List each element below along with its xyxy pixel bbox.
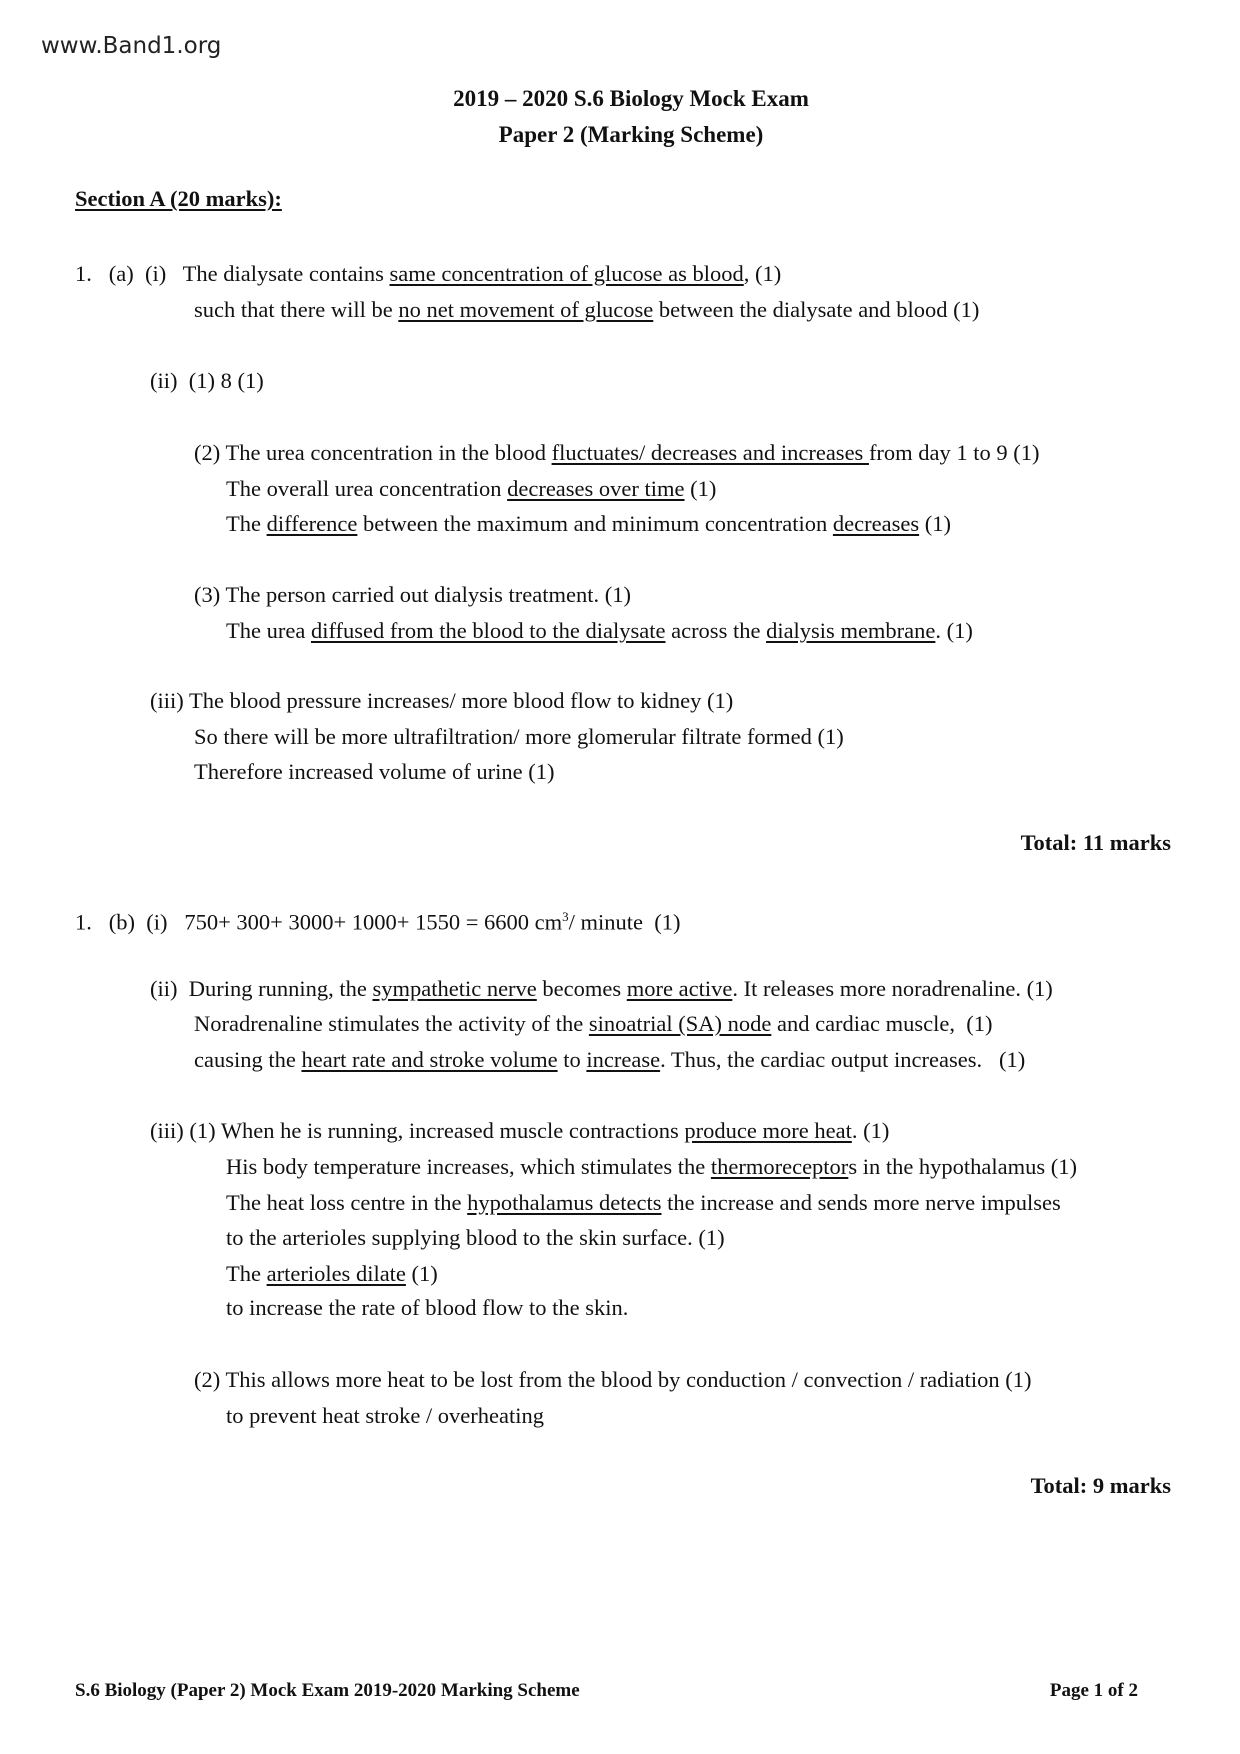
answer-line: [226, 511, 951, 537]
answer-line: [194, 759, 554, 785]
underlined-keyword: heart rate and stroke volume: [301, 1047, 558, 1072]
underlined-keyword: same concentration of glucose as blood: [389, 261, 744, 286]
answer-text: causing the: [194, 1047, 302, 1072]
answer-text: / minute (1): [568, 909, 681, 935]
answer-line: [194, 582, 631, 608]
answer-text: The: [226, 511, 267, 536]
answer-text: . It releases more noradrenaline. (1): [732, 976, 1053, 1001]
total-a: Total: 11 marks: [1020, 830, 1171, 855]
underlined-keyword: fluctuates/ decreases and increases: [551, 440, 869, 465]
answer-text: (2) The urea concentration in the blood: [194, 440, 552, 465]
answer-line: [194, 1011, 993, 1037]
underlined-keyword: produce more heat: [684, 1118, 852, 1143]
answer-line: [150, 976, 1053, 1002]
answer-text: (ii) (1) 8 (1): [150, 368, 264, 393]
answer-text: (ii) During running, the: [150, 976, 373, 1001]
answer-line: [226, 1295, 628, 1321]
answer-text: Therefore increased volume of urine (1): [194, 759, 555, 784]
answer-text: The urea: [226, 618, 311, 643]
underlined-keyword: thermoreceptor: [710, 1154, 849, 1179]
answer-text: 3: [562, 909, 569, 924]
underlined-keyword: no net movement of glucose: [398, 297, 654, 322]
answer-line: [226, 1261, 438, 1287]
underlined-keyword: dialysis membrane: [766, 618, 936, 643]
watermark: www.Band1.org: [41, 33, 222, 59]
answer-text: (1): [684, 476, 717, 501]
answer-text: . (1): [851, 1118, 890, 1143]
answer-text: becomes: [536, 976, 627, 1001]
answer-text: between the dialysate and blood (1): [653, 297, 980, 322]
answer-text: to: [557, 1047, 587, 1072]
answer-text: such that there will be: [194, 297, 399, 322]
answer-line: [75, 904, 681, 936]
answer-line: [194, 297, 979, 323]
answer-line: [194, 1047, 1025, 1073]
answer-text: to increase the rate of blood flow to the skin.: [226, 1295, 629, 1320]
answer-text: (1): [919, 511, 951, 536]
answer-text: . Thus, the cardiac output increases. (1): [660, 1047, 1026, 1072]
underlined-keyword: more active: [626, 976, 733, 1001]
footer-page-number: Page 1 of 2: [1049, 1680, 1138, 1701]
answer-line: [75, 261, 781, 287]
answer-line: [226, 476, 716, 502]
answer-text: His body temperature increases, which stimulates the: [226, 1154, 711, 1179]
underlined-keyword: decreases: [832, 511, 920, 536]
answer-text: , (1): [743, 261, 782, 286]
answer-line: [194, 724, 844, 750]
answer-text: So there will be more ultrafiltration/ more glomerular filtrate formed (1): [194, 724, 844, 749]
total-b: Total: 9 marks: [1030, 1473, 1171, 1498]
underlined-keyword: sympathetic nerve: [372, 976, 537, 1001]
answer-text: Noradrenaline stimulates the activity of the: [194, 1011, 589, 1036]
answer-line: [226, 1403, 544, 1429]
answer-text: The: [226, 1261, 267, 1286]
answer-text: 1. (b) (i) 750+ 300+ 3000+ 1000+ 1550 = 6600 cm: [75, 909, 563, 935]
answer-line: [194, 1367, 1032, 1393]
answer-text: across the: [665, 618, 767, 643]
answer-text: to the arterioles supplying blood to the skin surface. (1): [226, 1225, 725, 1250]
answer-text: The heat loss centre in the: [226, 1190, 468, 1215]
answer-line: [226, 1190, 1061, 1216]
answer-text: 1. (a) (i) The dialysate contains: [75, 261, 390, 286]
answer-text: (iii) The blood pressure increases/ more blood flow to kidney (1): [150, 688, 734, 713]
answer-line: [194, 440, 1040, 466]
answer-text: The overall urea concentration: [226, 476, 508, 501]
underlined-keyword: diffused from the blood to the dialysate: [310, 618, 666, 643]
document-subtitle: Paper 2 (Marking Scheme): [498, 122, 764, 147]
underlined-keyword: increase: [586, 1047, 661, 1072]
underlined-keyword: arterioles dilate: [266, 1261, 406, 1286]
answer-text: and cardiac muscle, (1): [771, 1011, 993, 1036]
answer-text: s in the hypothalamus (1): [848, 1154, 1078, 1179]
answer-line: [226, 1225, 725, 1251]
answer-text: the increase and sends more nerve impulses: [661, 1190, 1061, 1215]
answer-text: between the maximum and minimum concentration: [357, 511, 833, 536]
answer-text: (1): [405, 1261, 438, 1286]
answer-text: to prevent heat stroke / overheating: [226, 1403, 545, 1428]
answer-line: [150, 688, 733, 714]
footer-left: S.6 Biology (Paper 2) Mock Exam 2019-2020 Marking Scheme: [75, 1680, 580, 1701]
answer-text: . (1): [935, 618, 973, 643]
underlined-keyword: difference: [266, 511, 358, 536]
answer-text: (iii) (1) When he is running, increased muscle contractions: [150, 1118, 685, 1143]
answer-text: (2) This allows more heat to be lost from the blood by conduction / convection / radiation (1): [194, 1367, 1032, 1392]
answer-line: [150, 1118, 889, 1144]
answer-text: from day 1 to 9 (1): [868, 440, 1040, 465]
underlined-keyword: sinoatrial (SA) node: [588, 1011, 772, 1036]
underlined-keyword: decreases over time: [507, 476, 685, 501]
section-heading: Section A (20 marks):: [75, 186, 282, 211]
answer-line: [226, 1154, 1077, 1180]
answer-line: [226, 618, 973, 644]
answer-line: [150, 368, 264, 394]
document-title: 2019 – 2020 S.6 Biology Mock Exam: [453, 86, 809, 111]
answer-text: (3) The person carried out dialysis treatment. (1): [194, 582, 631, 607]
underlined-keyword: hypothalamus detects: [467, 1190, 662, 1215]
